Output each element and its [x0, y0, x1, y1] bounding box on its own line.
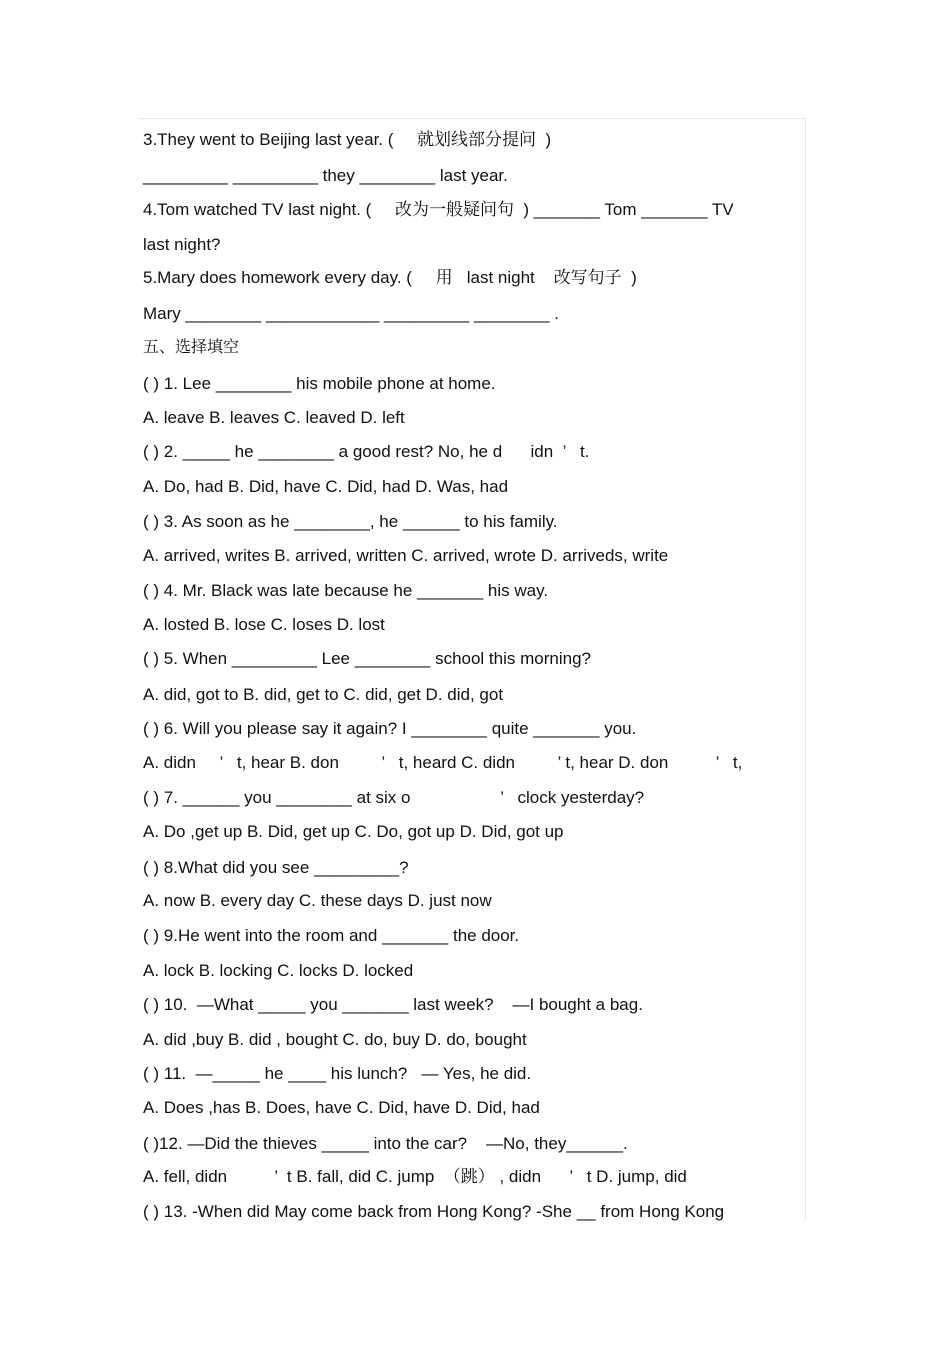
question-9: ( ) 9.He went into the room and _______ the door.: [143, 926, 520, 945]
question-4: ( ) 4. Mr. Black was late because he _______ his way.: [143, 581, 549, 600]
question-12: ( )12. —Did the thieves _____ into the car? —No, they______.: [143, 1134, 628, 1153]
options-1: A. leave B. leaves C. leaved D. left: [143, 408, 405, 427]
question-5: ( ) 5. When _________ Lee ________ school this morning?: [143, 649, 591, 668]
question-2: ( ) 2. _____ he ________ a good rest? No, he d idn ’ t.: [143, 442, 590, 461]
options-8: A. now B. every day C. these days D. just now: [143, 891, 492, 910]
options-3: A. arrived, writes B. arrived, written C. arrived, wrote D. arriveds, write: [143, 546, 669, 565]
options-10: A. did ,buy B. did , bought C. do, buy D. do, bought: [143, 1030, 527, 1049]
options-6: A. didn ’ t, hear B. don ’ t, heard C. didn ’ t, hear D. don ’ t,: [143, 753, 743, 772]
question-11: ( ) 11. —_____ he ____ his lunch? — Yes, he did.: [143, 1064, 532, 1083]
question-3: ( ) 3. As soon as he ________, he ______ to his family.: [143, 512, 558, 531]
section-heading: 五、选择填空: [143, 337, 240, 356]
options-4: A. losted B. lose C. loses D. lost: [143, 615, 385, 634]
exercise-line-5: 5.Mary does homework every day. ( 用 last night 改写句子 ): [143, 268, 637, 287]
question-6: ( ) 6. Will you please say it again? I ________ quite _______ you.: [143, 719, 637, 738]
question-8: ( ) 8.What did you see _________?: [143, 858, 409, 877]
exercise-line-4: 4.Tom watched TV last night. ( 改为一般疑问句 ) _______ Tom _______ TV: [143, 200, 734, 219]
options-12: A. fell, didn ’ t B. fall, did C. jump （跳） , didn ’ t D. jump, did: [143, 1167, 687, 1186]
answer-blank-line: _________ _________ they ________ last year.: [143, 166, 508, 185]
options-7: A. Do ,get up B. Did, get up C. Do, got up D. Did, got up: [143, 822, 564, 841]
question-10: ( ) 10. —What _____ you _______ last week? —I bought a bag.: [143, 995, 643, 1014]
options-5: A. did, got to B. did, get to C. did, get D. did, got: [143, 685, 504, 704]
question-13: ( ) 13. -When did May come back from Hong Kong? -She __ from Hong Kong: [143, 1202, 725, 1221]
question-7: ( ) 7. ______ you ________ at six o ’ clock yesterday?: [143, 788, 645, 807]
options-11: A. Does ,has B. Does, have C. Did, have D. Did, had: [143, 1098, 540, 1117]
answer-blank-line-mary: Mary ________ ____________ _________ ________ .: [143, 304, 559, 323]
exercise-line-3: 3.They went to Beijing last year. ( 就划线部分提问 ): [143, 130, 552, 149]
exercise-line-4-cont: last night?: [143, 235, 221, 254]
options-9: A. lock B. locking C. locks D. locked: [143, 961, 414, 980]
question-1: ( ) 1. Lee ________ his mobile phone at home.: [143, 374, 496, 393]
options-2: A. Do, had B. Did, have C. Did, had D. Was, had: [143, 477, 509, 496]
